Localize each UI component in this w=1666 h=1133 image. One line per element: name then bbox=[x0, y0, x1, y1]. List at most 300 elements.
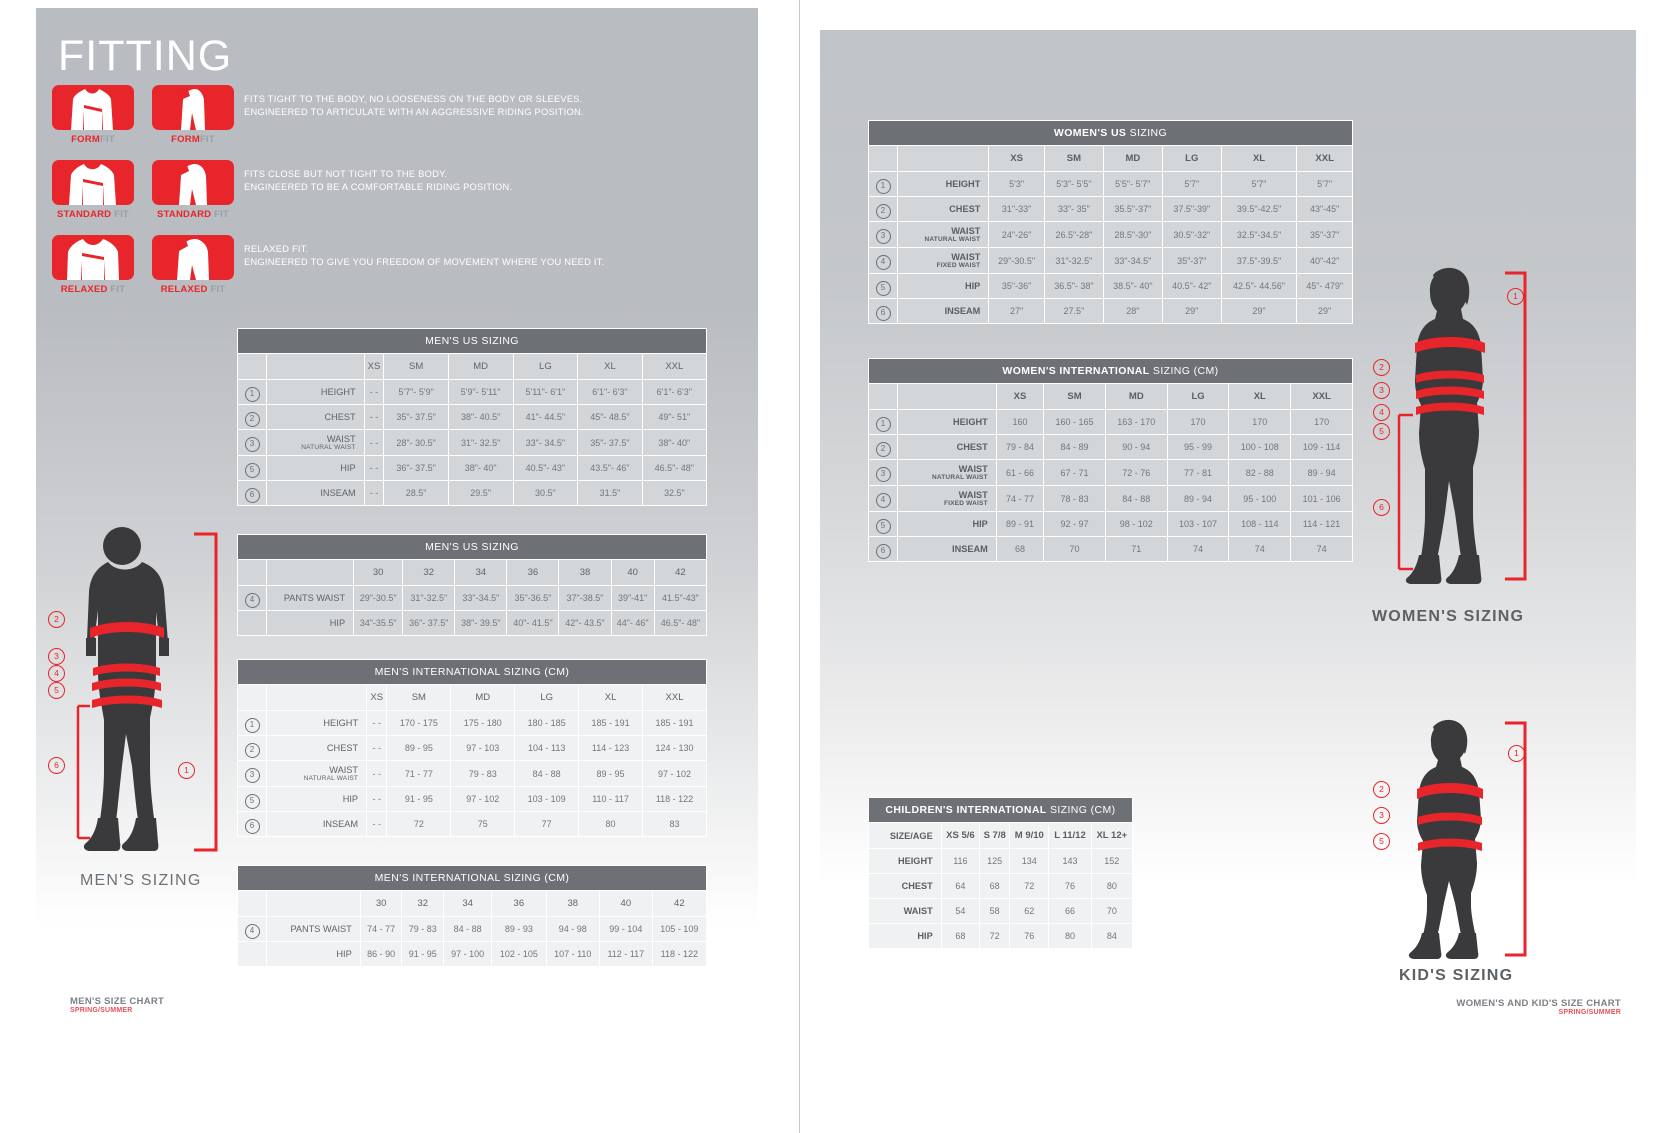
table-cell: 28.5" bbox=[384, 481, 448, 506]
page-divider bbox=[799, 0, 800, 1133]
row-number-circle: 1 bbox=[245, 387, 260, 402]
table-cell: 35"- 37.5" bbox=[578, 430, 642, 456]
row-number bbox=[238, 611, 267, 636]
table-title-row bbox=[869, 798, 1133, 823]
table-cell: 5'7"- 5'9" bbox=[384, 380, 448, 405]
table-womens-us-sizing bbox=[868, 120, 1353, 324]
table-title bbox=[869, 359, 1353, 384]
row-number-circle: 6 bbox=[876, 306, 891, 321]
table-row bbox=[869, 512, 1353, 537]
table-cell: 38"- 40.5" bbox=[448, 405, 513, 430]
table-cell: 72 bbox=[980, 924, 1010, 949]
table-cell: 28.5"-30" bbox=[1103, 222, 1162, 248]
table-cell: - - bbox=[367, 761, 387, 787]
table-row bbox=[869, 274, 1353, 299]
header-corner-label bbox=[267, 560, 354, 586]
table-cell: 74 bbox=[1291, 537, 1353, 562]
column-header: XL bbox=[578, 354, 642, 380]
row-number bbox=[869, 537, 898, 562]
column-header: 38 bbox=[546, 891, 600, 917]
row-label: WAIST FIXED WAIST bbox=[898, 248, 989, 274]
male-callout-4: 4 bbox=[48, 665, 65, 682]
table-cell: 79 - 83 bbox=[402, 917, 444, 942]
table-cell: 32.5" bbox=[642, 481, 706, 506]
table-cell: - - bbox=[367, 812, 387, 837]
row-number-circle: 2 bbox=[245, 412, 260, 427]
table-cell: 84 - 88 bbox=[1105, 486, 1167, 512]
row-number-circle: 4 bbox=[876, 255, 891, 270]
table-row bbox=[869, 410, 1353, 435]
row-number-circle: 1 bbox=[876, 179, 891, 194]
table-cell: 35"-37" bbox=[1297, 222, 1353, 248]
table-cell: 27" bbox=[989, 299, 1045, 324]
table-cell: 77 - 81 bbox=[1167, 460, 1229, 486]
row-label: HIP bbox=[267, 456, 365, 481]
table-cell: 42"- 43.5" bbox=[559, 611, 611, 636]
table-cell: 36"- 37.5" bbox=[384, 456, 448, 481]
column-header: 34 bbox=[444, 891, 492, 917]
table-row bbox=[238, 942, 707, 967]
table-cell: 28"- 30.5" bbox=[384, 430, 448, 456]
table-cell: - - bbox=[364, 481, 384, 506]
table-cell: 6'1"- 6'3" bbox=[642, 380, 706, 405]
row-sublabel: NATURAL WAIST bbox=[303, 775, 359, 782]
table-title: MEN'S INTERNATIONAL SIZING (CM) bbox=[238, 866, 707, 891]
table-cell: 102 - 105 bbox=[492, 942, 546, 967]
table-title-row bbox=[869, 121, 1353, 146]
table-cell: 31"-32.5" bbox=[1044, 248, 1103, 274]
fit-row-formfit bbox=[52, 85, 752, 159]
table-cell: 84 - 88 bbox=[444, 917, 492, 942]
table-title-light: SIZING (CM) bbox=[1046, 804, 1116, 816]
female-figure bbox=[1385, 265, 1570, 585]
table-cell: 79 - 83 bbox=[451, 761, 515, 787]
table-cell: 170 bbox=[1291, 410, 1353, 435]
table-row bbox=[869, 924, 1133, 949]
table-cell: - - bbox=[364, 430, 384, 456]
column-header: 36 bbox=[492, 891, 546, 917]
formfit-desc-line1: FITS TIGHT TO THE BODY, NO LOOSENESS ON THE BODY OR SLEEVES. bbox=[244, 94, 583, 104]
column-header: MD bbox=[448, 354, 513, 380]
row-sublabel: FIXED WAIST bbox=[936, 262, 981, 269]
column-header: 42 bbox=[654, 560, 706, 586]
table-cell: 39"-41" bbox=[611, 586, 654, 611]
table-cell: 170 - 175 bbox=[387, 711, 451, 736]
row-number-circle: 3 bbox=[876, 467, 891, 482]
table-cell: 116 bbox=[941, 849, 979, 874]
column-header: 34 bbox=[455, 560, 507, 586]
row-number bbox=[238, 380, 267, 405]
table-mens-us-sizing bbox=[237, 328, 707, 506]
table-row bbox=[869, 874, 1133, 899]
formfit-front-icon bbox=[52, 85, 134, 130]
table-cell: 40"-42" bbox=[1297, 248, 1353, 274]
table-header-row bbox=[238, 685, 707, 711]
table-cell: 95 - 99 bbox=[1167, 435, 1229, 460]
table-cell: 37"-38.5" bbox=[559, 586, 611, 611]
table-cell: 185 - 191 bbox=[579, 711, 643, 736]
left-footer bbox=[70, 996, 164, 1014]
row-number-circle: 3 bbox=[245, 437, 260, 452]
row-number-circle: 6 bbox=[245, 488, 260, 503]
row-label: INSEAM bbox=[898, 299, 989, 324]
table-cell: 43"-45" bbox=[1297, 197, 1353, 222]
table-cell: 97 - 102 bbox=[643, 761, 707, 787]
row-label: WAIST bbox=[869, 899, 942, 924]
table-cell: 37.5"-39" bbox=[1162, 197, 1221, 222]
table-header-row bbox=[238, 560, 707, 586]
row-sublabel: FIXED WAIST bbox=[944, 500, 988, 507]
table-mens-us-pants bbox=[237, 534, 707, 636]
female-callout-3: 3 bbox=[1373, 382, 1390, 399]
right-footer-title: WOMEN'S AND KID'S SIZE CHART bbox=[1456, 998, 1621, 1009]
table-cell: - - bbox=[367, 787, 387, 812]
row-number bbox=[869, 197, 898, 222]
table-cell: 97 - 100 bbox=[444, 942, 492, 967]
table-row bbox=[238, 812, 707, 837]
table-cell: 103 - 109 bbox=[515, 787, 579, 812]
page-title: FITTING bbox=[58, 32, 233, 80]
table-cell: 152 bbox=[1091, 849, 1132, 874]
column-header: 32 bbox=[402, 891, 444, 917]
row-number bbox=[238, 586, 267, 611]
table-cell: 89 - 93 bbox=[492, 917, 546, 942]
table-cell: 30.5"-32" bbox=[1162, 222, 1221, 248]
table-cell: 72 bbox=[1010, 874, 1049, 899]
table-cell: 29" bbox=[1297, 299, 1353, 324]
table-childrens-international bbox=[868, 797, 1133, 949]
right-page bbox=[810, 0, 1666, 1133]
standardfit-badge-front bbox=[52, 160, 134, 220]
table-cell: 180 - 185 bbox=[515, 711, 579, 736]
column-header: MD bbox=[451, 685, 515, 711]
table-cell: 160 - 165 bbox=[1044, 410, 1106, 435]
standardfit-badge-side bbox=[152, 160, 234, 220]
row-label: HIP bbox=[898, 512, 997, 537]
female-callout-5: 5 bbox=[1373, 423, 1390, 440]
kid-sizing-caption: KID'S SIZING bbox=[1399, 967, 1514, 984]
table-row bbox=[238, 736, 707, 761]
row-number-circle: 6 bbox=[876, 544, 891, 559]
table-cell: 78 - 83 bbox=[1044, 486, 1106, 512]
kid-callout-2: 2 bbox=[1373, 781, 1390, 798]
table-cell: 44"- 46" bbox=[611, 611, 654, 636]
table-cell: 33"- 35" bbox=[1044, 197, 1103, 222]
table-cell: 74 bbox=[1167, 537, 1229, 562]
female-callout-4: 4 bbox=[1373, 404, 1390, 421]
table-cell: 143 bbox=[1049, 849, 1091, 874]
table-row bbox=[869, 460, 1353, 486]
formfit-label-side: FORMFIT bbox=[171, 134, 215, 145]
row-label: WAIST FIXED WAIST bbox=[898, 486, 997, 512]
male-callout-1: 1 bbox=[178, 762, 195, 779]
row-number bbox=[869, 299, 898, 324]
column-header: XS bbox=[989, 146, 1045, 172]
column-header: M 9/10 bbox=[1010, 823, 1049, 849]
table-mens-international-pants bbox=[237, 865, 707, 967]
table-cell: 28" bbox=[1103, 299, 1162, 324]
row-label: CHEST bbox=[898, 435, 997, 460]
row-sublabel: NATURAL WAIST bbox=[931, 474, 988, 481]
column-header: 40 bbox=[611, 560, 654, 586]
table-row bbox=[869, 248, 1353, 274]
row-number bbox=[869, 435, 898, 460]
table-cell: 125 bbox=[980, 849, 1010, 874]
table-cell: 30.5" bbox=[513, 481, 578, 506]
row-label: WAIST NATURAL WAIST bbox=[267, 430, 365, 456]
row-label: HIP bbox=[869, 924, 942, 949]
table-cell: 110 - 117 bbox=[579, 787, 643, 812]
table-cell: 86 - 90 bbox=[360, 942, 402, 967]
table-cell: 31"-33" bbox=[989, 197, 1045, 222]
table-cell: 97 - 102 bbox=[451, 787, 515, 812]
row-number bbox=[238, 812, 267, 837]
table-cell: 32.5"-34.5" bbox=[1221, 222, 1297, 248]
table-cell: 109 - 114 bbox=[1291, 435, 1353, 460]
table-cell: 67 - 71 bbox=[1044, 460, 1106, 486]
male-callout-3: 3 bbox=[48, 648, 65, 665]
formfit-description bbox=[244, 93, 714, 119]
table-cell: 91 - 95 bbox=[387, 787, 451, 812]
row-sublabel: NATURAL WAIST bbox=[924, 236, 981, 243]
table-cell: 33"-34.5" bbox=[455, 586, 507, 611]
table-cell: 163 - 170 bbox=[1105, 410, 1167, 435]
table-cell: 5'3"- 5'5" bbox=[1044, 172, 1103, 197]
table-cell: 89 - 95 bbox=[387, 736, 451, 761]
table-cell: 26.5"-28" bbox=[1044, 222, 1103, 248]
table-title-light: SIZING (CM) bbox=[1149, 365, 1219, 377]
table-cell: 40.5"- 43" bbox=[513, 456, 578, 481]
table-header-row bbox=[869, 146, 1353, 172]
table-cell: 70 bbox=[1044, 537, 1106, 562]
table-row bbox=[238, 380, 707, 405]
table-cell: 58 bbox=[980, 899, 1010, 924]
fit-row-standardfit bbox=[52, 160, 752, 234]
table-cell: 31"- 32.5" bbox=[448, 430, 513, 456]
table-cell: 84 - 89 bbox=[1044, 435, 1106, 460]
row-number bbox=[238, 761, 267, 787]
table-cell: 36.5"- 38" bbox=[1044, 274, 1103, 299]
left-footer-title: MEN'S SIZE CHART bbox=[70, 996, 165, 1007]
column-header: 30 bbox=[360, 891, 402, 917]
column-header: SM bbox=[384, 354, 448, 380]
row-number bbox=[869, 410, 898, 435]
header-corner-label bbox=[267, 685, 367, 711]
table-cell: 91 - 95 bbox=[402, 942, 444, 967]
table-cell: 46.5"- 48" bbox=[654, 611, 706, 636]
right-footer bbox=[1456, 998, 1621, 1016]
formfit-side-icon bbox=[152, 85, 234, 130]
table-cell: 82 - 88 bbox=[1229, 460, 1291, 486]
table-cell: 42.5"- 44.56" bbox=[1221, 274, 1297, 299]
table-cell: 118 - 122 bbox=[643, 787, 707, 812]
header-corner-label: SIZE/AGE bbox=[869, 823, 942, 849]
row-sublabel: NATURAL WAIST bbox=[301, 444, 356, 451]
kid-callout-3: 3 bbox=[1373, 807, 1390, 824]
table-cell: 84 bbox=[1091, 924, 1132, 949]
column-header: LG bbox=[1162, 146, 1221, 172]
women-sizing-caption: WOMEN'S SIZING bbox=[1372, 608, 1525, 625]
table-cell: 80 bbox=[1049, 924, 1091, 949]
table-cell: 74 - 77 bbox=[996, 486, 1043, 512]
row-number bbox=[869, 222, 898, 248]
column-header: MD bbox=[1103, 146, 1162, 172]
row-label: CHEST bbox=[869, 874, 942, 899]
formfit-label-front: FORMFIT bbox=[71, 134, 115, 145]
table-cell: 83 bbox=[643, 812, 707, 837]
table-cell: 170 bbox=[1167, 410, 1229, 435]
table-cell: 45"- 48.5" bbox=[578, 405, 642, 430]
table-cell: 40.5"- 42" bbox=[1162, 274, 1221, 299]
relaxedfit-badge-front bbox=[52, 235, 134, 295]
relaxedfit-badge-side bbox=[152, 235, 234, 295]
table-cell: 38"- 40" bbox=[642, 430, 706, 456]
column-header: XL bbox=[579, 685, 643, 711]
row-number-circle: 2 bbox=[876, 204, 891, 219]
table-cell: 66 bbox=[1049, 899, 1091, 924]
table-cell: 38"- 39.5" bbox=[455, 611, 507, 636]
table-cell: 29" bbox=[1162, 299, 1221, 324]
row-label: HEIGHT bbox=[869, 849, 942, 874]
table-cell: 114 - 121 bbox=[1291, 512, 1353, 537]
standardfit-label-side: STANDARD FIT bbox=[157, 209, 229, 220]
table-row bbox=[238, 787, 707, 812]
table-cell: - - bbox=[367, 711, 387, 736]
table-cell: 105 - 109 bbox=[652, 917, 706, 942]
table-cell: 76 bbox=[1010, 924, 1049, 949]
table-cell: 33"-34.5" bbox=[1103, 248, 1162, 274]
table-cell: 100 - 108 bbox=[1229, 435, 1291, 460]
table-cell: 64 bbox=[941, 874, 979, 899]
table-womens-international bbox=[868, 358, 1353, 562]
table-title bbox=[869, 121, 1353, 146]
column-header: 32 bbox=[403, 560, 455, 586]
table-cell: 33"- 34.5" bbox=[513, 430, 578, 456]
column-header: S 7/8 bbox=[980, 823, 1010, 849]
table-cell: 175 - 180 bbox=[451, 711, 515, 736]
column-header: XL 12+ bbox=[1091, 823, 1132, 849]
male-callout-6: 6 bbox=[48, 757, 65, 774]
row-number bbox=[869, 512, 898, 537]
table-cell: 101 - 106 bbox=[1291, 486, 1353, 512]
table-cell: 43.5"- 46" bbox=[578, 456, 642, 481]
row-label: PANTS WAIST bbox=[267, 586, 354, 611]
table-mens-international bbox=[237, 659, 707, 837]
table-row bbox=[238, 481, 707, 506]
header-corner-num bbox=[238, 354, 267, 380]
table-cell: 31.5" bbox=[578, 481, 642, 506]
column-header: LG bbox=[515, 685, 579, 711]
row-label: INSEAM bbox=[898, 537, 997, 562]
row-number-circle: 2 bbox=[245, 743, 260, 758]
table-header-row bbox=[869, 384, 1353, 410]
table-row bbox=[869, 435, 1353, 460]
table-cell: 89 - 95 bbox=[579, 761, 643, 787]
row-label: WAIST NATURAL WAIST bbox=[898, 222, 989, 248]
table-header-row bbox=[869, 823, 1133, 849]
row-number bbox=[238, 405, 267, 430]
table-cell: 29"-30.5" bbox=[354, 586, 403, 611]
table-cell: 31"-32.5" bbox=[403, 586, 455, 611]
row-number-circle: 2 bbox=[876, 442, 891, 457]
standardfit-front-icon bbox=[52, 160, 134, 205]
table-row bbox=[238, 761, 707, 787]
table-title bbox=[869, 798, 1133, 823]
table-row bbox=[869, 172, 1353, 197]
table-cell: 35"- 37.5" bbox=[384, 405, 448, 430]
table-cell: 160 bbox=[996, 410, 1043, 435]
column-header: XXL bbox=[642, 354, 706, 380]
table-title: MEN'S INTERNATIONAL SIZING (CM) bbox=[238, 660, 707, 685]
table-cell: 5'7" bbox=[1162, 172, 1221, 197]
column-header: LG bbox=[513, 354, 578, 380]
table-row bbox=[869, 849, 1133, 874]
column-header: 42 bbox=[652, 891, 706, 917]
table-cell: 38"- 40" bbox=[448, 456, 513, 481]
relaxedfit-front-icon bbox=[52, 235, 134, 280]
table-cell: 72 bbox=[387, 812, 451, 837]
table-cell: - - bbox=[364, 380, 384, 405]
female-callout-1: 1 bbox=[1507, 288, 1524, 305]
table-cell: 62 bbox=[1010, 899, 1049, 924]
table-cell: 35"-36.5" bbox=[507, 586, 559, 611]
table-cell: 185 - 191 bbox=[643, 711, 707, 736]
female-callout-6: 6 bbox=[1373, 499, 1390, 516]
header-corner-label bbox=[267, 891, 361, 917]
table-row bbox=[238, 917, 707, 942]
table-cell: 97 - 103 bbox=[451, 736, 515, 761]
table-cell: 89 - 94 bbox=[1291, 460, 1353, 486]
row-number-circle: 1 bbox=[876, 417, 891, 432]
column-header: 40 bbox=[600, 891, 653, 917]
header-corner-num bbox=[238, 560, 267, 586]
table-cell: - - bbox=[364, 456, 384, 481]
table-cell: 41"- 44.5" bbox=[513, 405, 578, 430]
row-number-circle: 4 bbox=[876, 493, 891, 508]
row-number bbox=[238, 711, 267, 736]
table-cell: 72 - 76 bbox=[1105, 460, 1167, 486]
row-label: HIP bbox=[267, 787, 367, 812]
table-row bbox=[869, 197, 1353, 222]
table-cell: 5'7" bbox=[1297, 172, 1353, 197]
header-corner-label bbox=[267, 354, 365, 380]
table-cell: 77 bbox=[515, 812, 579, 837]
table-title: MEN'S US SIZING bbox=[238, 329, 707, 354]
table-cell: 170 bbox=[1229, 410, 1291, 435]
table-cell: 6'1"- 6'3" bbox=[578, 380, 642, 405]
table-cell: 80 bbox=[1091, 874, 1132, 899]
table-header-row bbox=[238, 891, 707, 917]
table-cell: 71 - 77 bbox=[387, 761, 451, 787]
header-corner-num bbox=[238, 891, 267, 917]
standardfit-label-front: STANDARD FIT bbox=[57, 209, 129, 220]
table-cell: 5'5"- 5'7" bbox=[1103, 172, 1162, 197]
row-number bbox=[238, 456, 267, 481]
table-row bbox=[238, 586, 707, 611]
table-cell: 40"- 41.5" bbox=[507, 611, 559, 636]
relaxedfit-side-icon bbox=[152, 235, 234, 280]
table-title-row bbox=[869, 359, 1353, 384]
table-cell: 112 - 117 bbox=[600, 942, 653, 967]
table-cell: 90 - 94 bbox=[1105, 435, 1167, 460]
table-cell: - - bbox=[364, 405, 384, 430]
table-cell: 76 bbox=[1049, 874, 1091, 899]
row-label: HEIGHT bbox=[267, 711, 367, 736]
table-cell: 36"- 37.5" bbox=[403, 611, 455, 636]
standardfit-desc-line1: FITS CLOSE BUT NOT TIGHT TO THE BODY. bbox=[244, 169, 448, 179]
table-cell: 99 - 104 bbox=[600, 917, 653, 942]
table-cell: 49"- 51" bbox=[642, 405, 706, 430]
